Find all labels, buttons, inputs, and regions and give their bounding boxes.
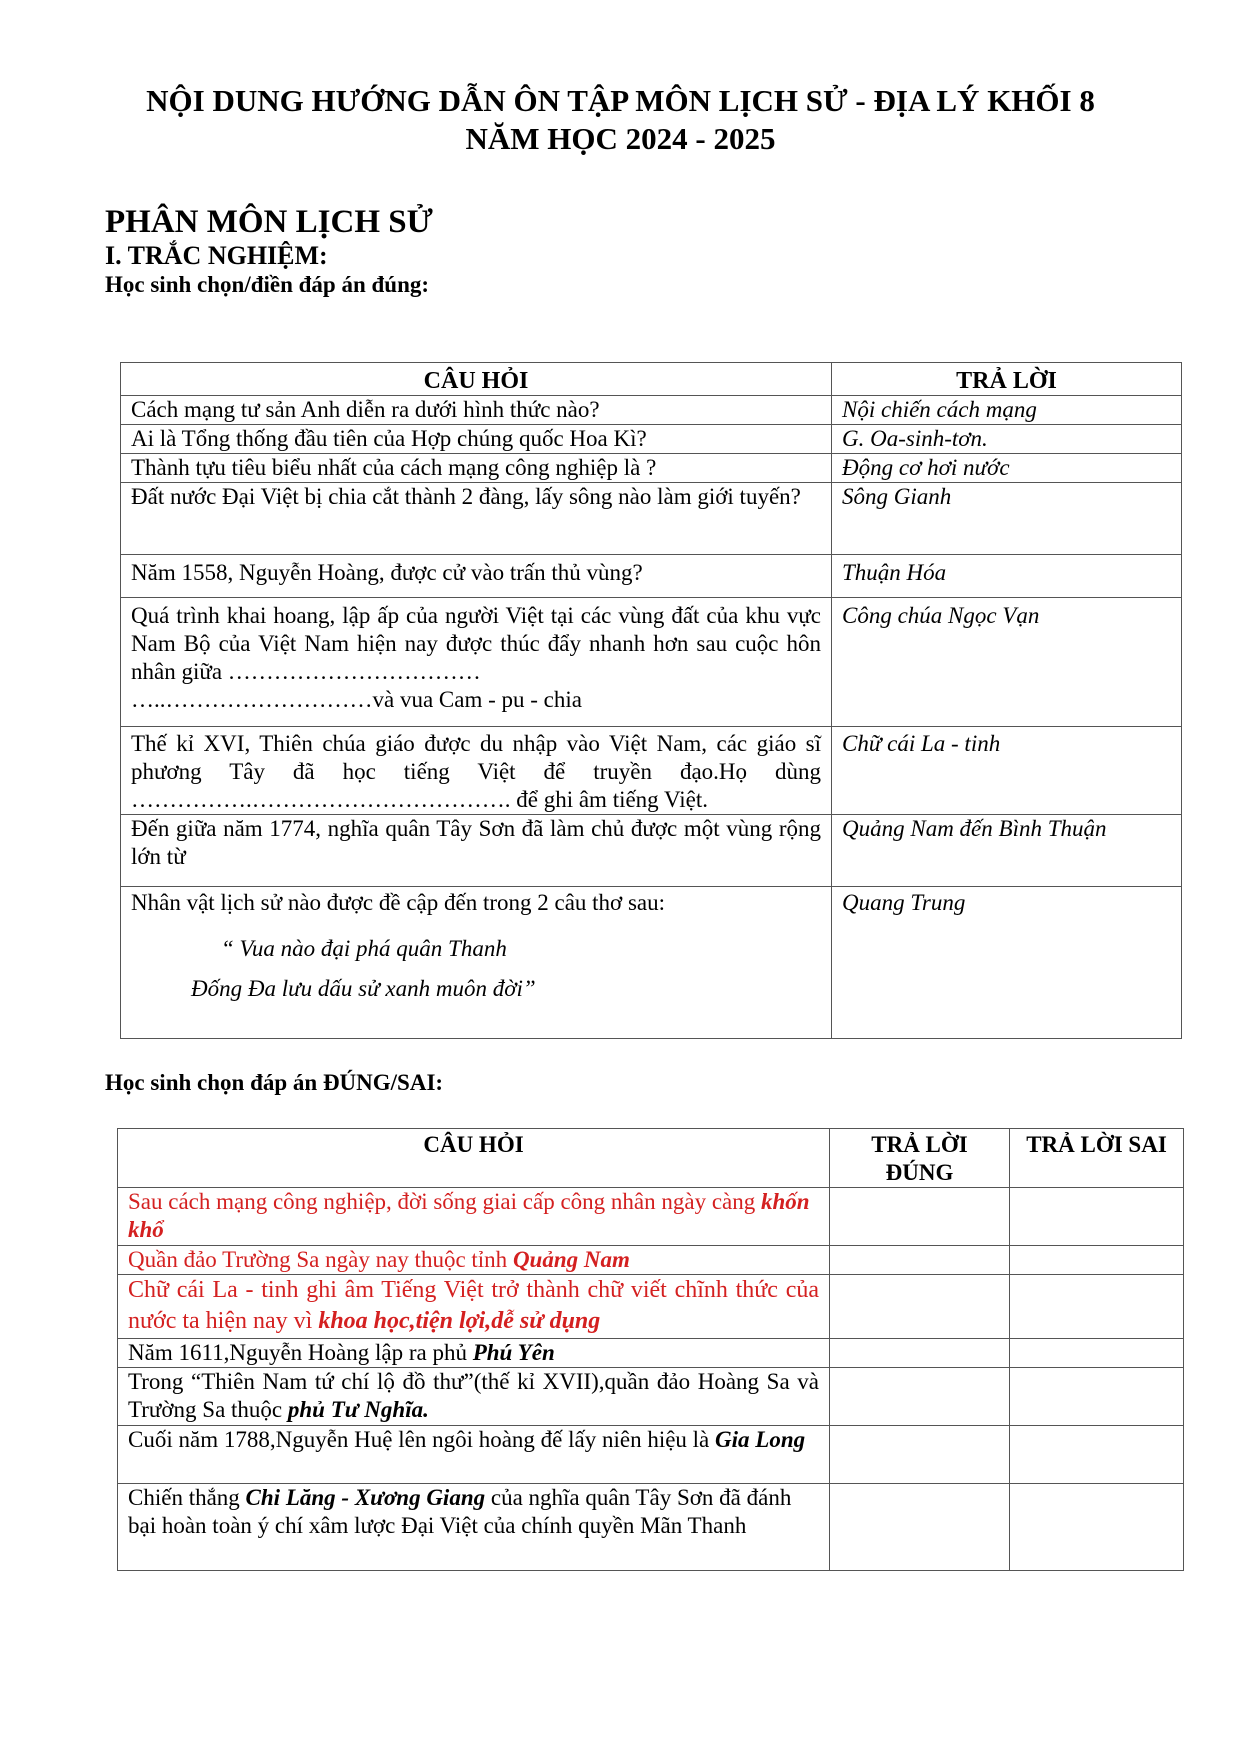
header-answer: TRẢ LỜI (832, 363, 1182, 396)
emphasis-text: khốn khổ (128, 1189, 810, 1242)
false-answer-cell[interactable] (1010, 1339, 1184, 1368)
table-row (118, 1368, 1184, 1426)
false-answer-cell[interactable] (1010, 1275, 1184, 1339)
true-answer-cell[interactable] (830, 1426, 1010, 1484)
question-cell: Ai là Tổng thống đầu tiên của Hợp chúng quốc Hoa Kì? (121, 425, 832, 454)
question-cell: Năm 1558, Nguyễn Hoàng, được cử vào trấn thủ vùng? (121, 555, 832, 598)
section-title: PHÂN MÔN LỊCH SỬ (105, 204, 433, 240)
question-cell (121, 598, 832, 727)
answer-cell: Động cơ hơi nước (832, 454, 1182, 483)
true-answer-cell[interactable] (830, 1275, 1010, 1339)
false-answer-cell[interactable] (1010, 1484, 1184, 1571)
table-row (118, 1188, 1184, 1246)
question-cell: Thế kỉ XVI, Thiên chúa giáo được du nhập vào Việt Nam, các giáo sĩ phương Tây đã học tiếng Việt để truyền đạo.Họ dùng …………….……………………………. để ghi âm tiếng Việt. (121, 727, 832, 815)
table-row (121, 727, 1182, 815)
question-text: Sau cách mạng công nghiệp, đời sống giai cấp công nhân ngày càng (128, 1189, 761, 1214)
answer-cell: Thuận Hóa (832, 555, 1182, 598)
poem-line-2: Đống Đa lưu dấu sử xanh muôn đời” (191, 976, 536, 1001)
table-row (121, 483, 1182, 555)
answer-cell: Công chúa Ngọc Vạn (832, 598, 1182, 727)
question-cell (118, 1339, 830, 1368)
header-question: CÂU HỎI (118, 1129, 830, 1188)
question-cell: Cách mạng tư sản Anh diễn ra dưới hình thức nào? (121, 396, 832, 425)
true-answer-cell[interactable] (830, 1484, 1010, 1571)
question-cell (118, 1246, 830, 1275)
instruction-true-false: Học sinh chọn đáp án ĐÚNG/SAI: (105, 1070, 444, 1095)
table-row (118, 1339, 1184, 1368)
question-cell: Đất nước Đại Việt bị chia cắt thành 2 đàng, lấy sông nào làm giới tuyến? (121, 483, 832, 555)
answer-table (120, 362, 1182, 1039)
question-cell (118, 1368, 830, 1426)
true-answer-cell[interactable] (830, 1246, 1010, 1275)
answer-cell: Sông Gianh (832, 483, 1182, 555)
answer-cell: Quang Trung (832, 887, 1182, 1039)
answer-cell: Nội chiến cách mạng (832, 396, 1182, 425)
question-text-cont: của nghĩa quân Tây Sơn đã đánh bại hoàn toàn ý chí xâm lược Đại Việt của chính quyền Mãn Thanh (128, 1485, 792, 1538)
table-row (118, 1484, 1184, 1571)
table-row (121, 454, 1182, 483)
emphasis-text: khoa học,tiện lợi,dễ sử dụng (318, 1308, 601, 1334)
emphasis-text: Gia Long (715, 1427, 806, 1452)
question-cell (118, 1188, 830, 1246)
title-line-1: NỘI DUNG HƯỚNG DẪN ÔN TẬP MÔN LỊCH SỬ - ĐỊA LÝ KHỐI 8 (146, 83, 1095, 118)
question-cell: Thành tựu tiêu biểu nhất của cách mạng công nghiệp là ? (121, 454, 832, 483)
emphasis-text: Quảng Nam (512, 1247, 630, 1272)
header-true: TRẢ LỜI ĐÚNG (830, 1129, 1010, 1188)
emphasis-text: Phú Yên (472, 1340, 555, 1365)
question-text: Trong “Thiên Nam tứ chí lộ đồ thư”(thế kỉ XVII),quần đảo Hoàng Sa và Trường Sa thuộc (128, 1369, 819, 1422)
answer-cell: Quảng Nam đến Bình Thuận (832, 815, 1182, 887)
false-answer-cell[interactable] (1010, 1188, 1184, 1246)
question-text: Cuối năm 1788,Nguyễn Huệ lên ngôi hoàng đế lấy niên hiệu là (128, 1427, 716, 1452)
poem (131, 929, 821, 1009)
table-row (121, 425, 1182, 454)
question-text: Chiến thắng (128, 1485, 246, 1510)
question-text: Năm 1611,Nguyễn Hoàng lập ra phủ (128, 1340, 473, 1365)
true-answer-cell[interactable] (830, 1368, 1010, 1426)
true-false-table (117, 1128, 1184, 1571)
table-row (121, 555, 1182, 598)
false-answer-cell[interactable] (1010, 1368, 1184, 1426)
header-false: TRẢ LỜI SAI (1010, 1129, 1184, 1188)
table-row (121, 396, 1182, 425)
document-title (60, 82, 1181, 158)
title-line-2: NĂM HỌC 2024 - 2025 (465, 121, 776, 156)
question-text: Quá trình khai hoang, lập ấp của người Việt tại các vùng đất của khu vực Nam Bộ của Việt Nam hiện nay được thúc đẩy nhanh hơn sau cuộc hôn nhân giữa …………………………… (131, 603, 821, 684)
question-text: Nhân vật lịch sử nào được đề cập đến trong 2 câu thơ sau: (131, 890, 666, 915)
false-answer-cell[interactable] (1010, 1426, 1184, 1484)
part-heading: I. TRẮC NGHIỆM: (105, 241, 328, 270)
question-cell (118, 1426, 830, 1484)
table-row (118, 1275, 1184, 1339)
true-answer-cell[interactable] (830, 1339, 1010, 1368)
table-row (121, 598, 1182, 727)
question-cell (121, 887, 832, 1039)
header-question: CÂU HỎI (121, 363, 832, 396)
question-cell (118, 1484, 830, 1571)
emphasis-text: Chi Lăng - Xương Giang (245, 1485, 486, 1510)
true-answer-cell[interactable] (830, 1188, 1010, 1246)
answer-cell: G. Oa-sinh-tơn. (832, 425, 1182, 454)
table-row (121, 887, 1182, 1039)
poem-line-1: “ Vua nào đại phá quân Thanh (221, 936, 507, 961)
table-row (118, 1426, 1184, 1484)
question-cell: Đến giữa năm 1774, nghĩa quân Tây Sơn đã làm chủ được một vùng rộng lớn từ (121, 815, 832, 887)
answer-cell: Chữ cái La - tinh (832, 727, 1182, 815)
table-row (121, 815, 1182, 887)
question-text: Quần đảo Trường Sa ngày nay thuộc tỉnh (128, 1247, 513, 1272)
question-text: Chữ cái La - tinh ghi âm Tiếng Việt trở thành chữ viết chĩnh thức của nước ta hiện nay vì (128, 1277, 819, 1334)
question-cell (118, 1275, 830, 1339)
question-text-cont: …..………………………và vua Cam - pu - chia (131, 687, 582, 712)
instruction-fill: Học sinh chọn/điền đáp án đúng: (105, 272, 430, 297)
false-answer-cell[interactable] (1010, 1246, 1184, 1275)
table-row (118, 1246, 1184, 1275)
emphasis-text: phủ Tư Nghĩa. (287, 1397, 429, 1422)
